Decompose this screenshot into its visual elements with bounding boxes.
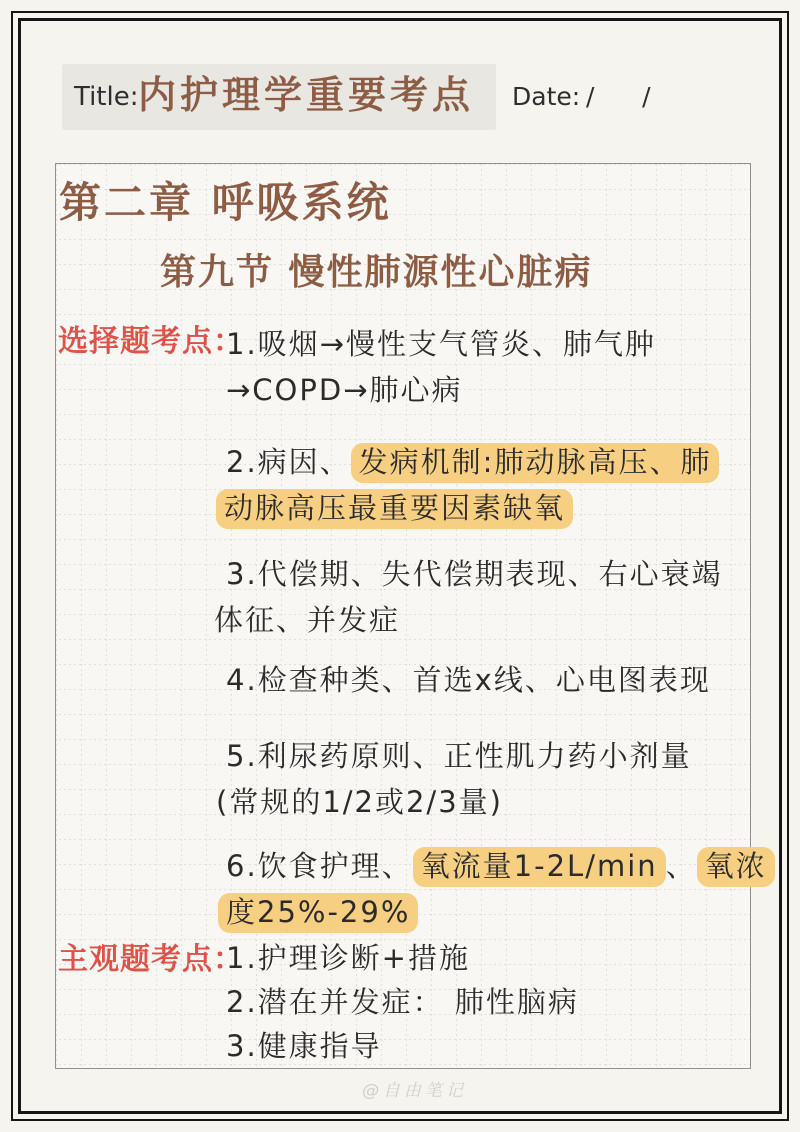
page-title: 内护理学重要考点 (138, 73, 475, 117)
choice-item-2-plain-text: 2.病因、 (226, 445, 351, 479)
choice-item-6-plain-text: 6.饮食护理、 (226, 849, 413, 883)
choice-item-6-line-1 (226, 844, 775, 885)
choice-item-1-line-1: 1.吸烟→慢性支气管炎、肺气肿 (226, 327, 656, 361)
choice-item-5-line-1: 5.利尿药原则、正性肌力药小剂量 (226, 739, 692, 773)
choice-item-6-highlighted-text-2: 氧浓 (697, 847, 775, 887)
title-label: Title: (74, 82, 139, 112)
subjective-item-1: 1.护理诊断+措施 (226, 941, 470, 975)
choice-item-2-highlighted-text: 发病机制:肺动脉高压、肺 (351, 443, 720, 483)
choice-questions-label: 选择题考点： (58, 324, 244, 359)
choice-item-6-highlighted-text-3: 度25%-29% (218, 893, 418, 933)
choice-item-2-highlighted-text-2: 动脉高压最重要因素缺氧 (216, 489, 573, 529)
choice-item-2-line-1 (226, 440, 719, 481)
section-heading: 第九节 慢性肺源性心脏病 (160, 252, 593, 293)
choice-item-6-highlighted-text-1: 氧流量1-2L/min (413, 847, 666, 887)
choice-item-4-line-1: 4.检查种类、首选x线、心电图表现 (226, 663, 711, 697)
choice-item-1-line-2: →COPD→肺心病 (226, 373, 463, 407)
subjective-questions-label: 主观题考点： (58, 942, 244, 977)
choice-item-6-separator-text: 、 (665, 849, 697, 883)
choice-item-6-line-2 (218, 890, 418, 931)
choice-item-3-line-2: 体征、并发症 (214, 603, 401, 637)
choice-item-5-line-2: (常规的1/2或2/3量) (216, 785, 503, 819)
watermark-signature: @自由笔记 (362, 1081, 467, 1101)
chapter-heading: 第二章 呼吸系统 (59, 178, 392, 227)
note-grid-box (55, 163, 767, 1069)
subjective-item-3: 3.健康指导 (226, 1029, 382, 1063)
date-value: / / (586, 82, 651, 111)
date-label: Date: (512, 82, 581, 111)
choice-item-2-line-2 (216, 486, 573, 527)
choice-item-3-line-1: 3.代偿期、失代偿期表现、右心衰竭 (226, 557, 723, 591)
subjective-item-2: 2.潜在并发症： 肺性脑病 (226, 985, 579, 1019)
